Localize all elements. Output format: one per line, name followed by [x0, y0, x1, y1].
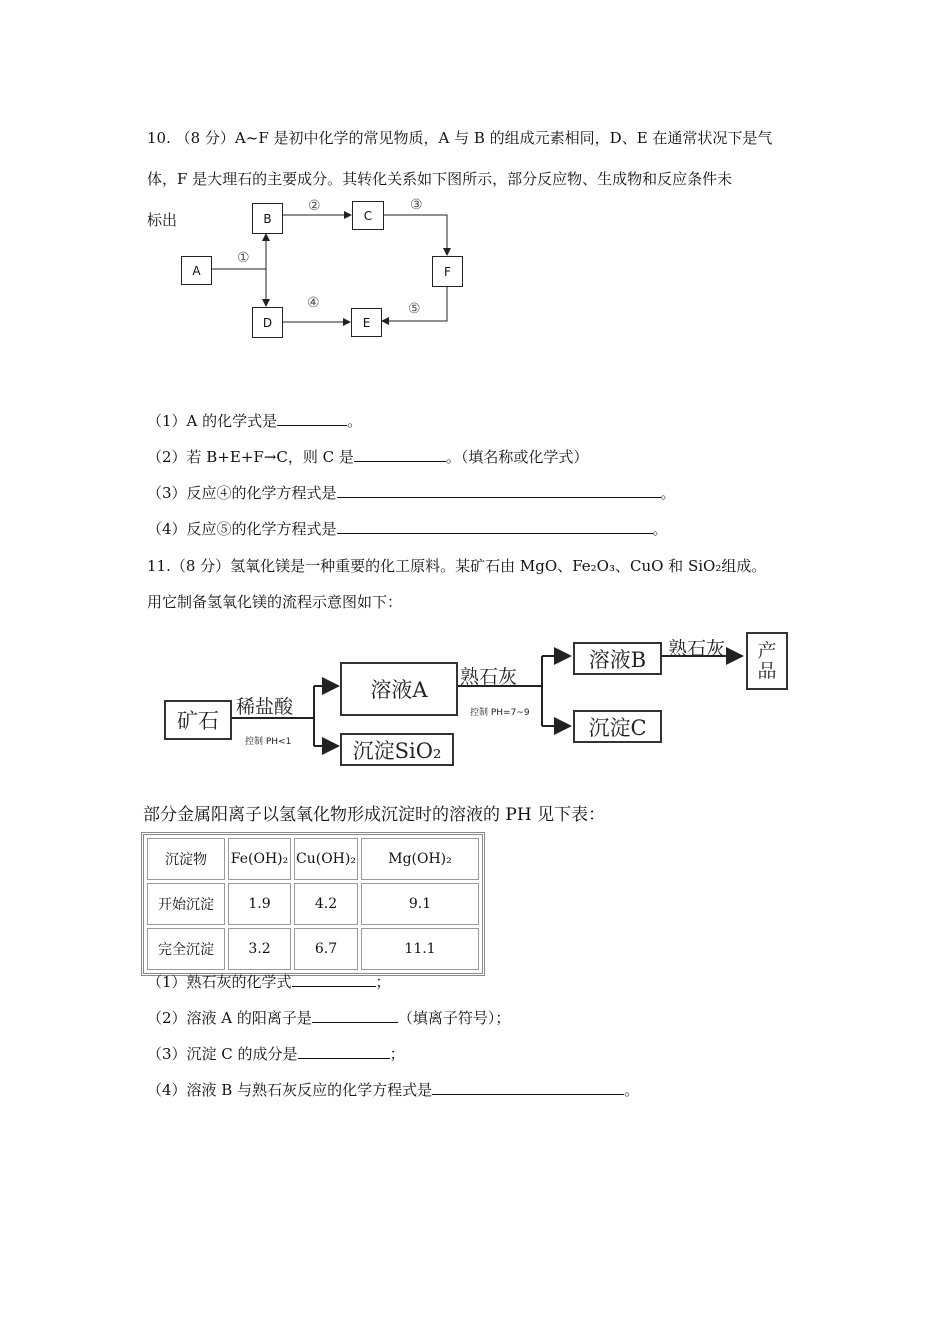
- reaction-4-label: ④: [307, 295, 320, 311]
- table-row: [147, 928, 479, 970]
- flow-ctrl2-label: 控制 PH=7~9: [470, 708, 530, 718]
- node-c: C: [352, 201, 384, 230]
- q11-line1: 11.（8 分）氢氧化镁是一种重要的化工原料。某矿石由 MgO、Fe₂O₃、CuO 和 SiO₂组成。: [147, 557, 767, 575]
- q11-sub2: （2）溶液 A 的阳离子是 （填离子符号）；: [147, 1009, 511, 1027]
- table-row: [147, 883, 479, 925]
- table-cell: 4.2: [294, 883, 358, 925]
- ph-table: [141, 832, 485, 976]
- answer-blank[interactable]: [432, 1080, 624, 1095]
- reaction-1-label: ①: [237, 250, 250, 266]
- table-header-row: [147, 838, 479, 880]
- q10-sub2: （2）若 B+E+F→C，则 C 是 。（填名称或化学式）: [147, 448, 589, 466]
- flow-product-box: 产品: [746, 632, 788, 690]
- node-b: B: [252, 203, 283, 234]
- answer-blank[interactable]: [337, 519, 653, 534]
- table-cell: 3.2: [228, 928, 291, 970]
- table-header-cell: Fe(OH)₂: [228, 838, 291, 880]
- answer-blank[interactable]: [298, 1044, 390, 1059]
- answer-blank[interactable]: [292, 972, 376, 987]
- table-cell: 1.9: [228, 883, 291, 925]
- reaction-2-label: ②: [308, 198, 321, 214]
- table-cell: 9.1: [361, 883, 479, 925]
- answer-blank[interactable]: [354, 447, 446, 462]
- q10-line2: 体，F 是大理石的主要成分。其转化关系如下图所示，部分反应物、生成物和反应条件未: [147, 170, 733, 188]
- node-d: D: [252, 307, 283, 338]
- q11-sub3: （3）沉淀 C 的成分是 ；: [147, 1045, 405, 1063]
- node-e: E: [351, 308, 382, 337]
- table-header-cell: Cu(OH)₂: [294, 838, 358, 880]
- flow-solution-b-box: 溶液B: [573, 642, 662, 675]
- q10-sub3: （3）反应④的化学方程式是 。: [147, 484, 676, 502]
- answer-blank[interactable]: [337, 483, 661, 498]
- q10-sub4: （4）反应⑤的化学方程式是 。: [147, 520, 668, 538]
- q11-sub4: （4）溶液 B 与熟石灰反应的化学方程式是 。: [147, 1081, 640, 1099]
- flow-lime1-label: 熟石灰: [460, 666, 518, 688]
- node-f: F: [432, 256, 463, 287]
- q11-table-intro: 部分金属阳离子以氢氧化物形成沉淀时的溶液的 PH 见下表：: [143, 805, 606, 825]
- q11-sub1: （1）熟石灰的化学式 ；: [147, 973, 391, 991]
- answer-blank[interactable]: [277, 411, 347, 426]
- reaction-3-label: ③: [410, 197, 423, 213]
- table-cell: 开始沉淀: [147, 883, 225, 925]
- q11-line2: 用它制备氢氧化镁的流程示意图如下：: [147, 593, 403, 611]
- table-header-cell: Mg(OH)₂: [361, 838, 479, 880]
- flow-acid-label: 稀盐酸: [236, 696, 294, 718]
- flow-ctrl1-label: 控制 PH<1: [245, 737, 292, 747]
- table-cell: 11.1: [361, 928, 479, 970]
- flow-ore-box: 矿石: [164, 700, 232, 740]
- q10-diagram-lines: [0, 0, 950, 400]
- answer-blank[interactable]: [312, 1008, 398, 1023]
- reaction-5-label: ⑤: [408, 301, 421, 317]
- q10-line1: 10. （8 分）A~F 是初中化学的常见物质，A 与 B 的组成元素相同，D、E 在通常状况下是气: [147, 129, 773, 147]
- table-cell: 完全沉淀: [147, 928, 225, 970]
- q11-flow-lines: [0, 600, 950, 780]
- flow-sio2-box: 沉淀SiO₂: [340, 733, 454, 766]
- table-header-cell: 沉淀物: [147, 838, 225, 880]
- flow-lime2-label: 熟石灰: [668, 638, 726, 660]
- flow-precipitate-c-box: 沉淀C: [573, 710, 662, 743]
- table-cell: 6.7: [294, 928, 358, 970]
- q10-sub1: （1）A 的化学式是 。: [147, 412, 363, 430]
- node-a: A: [181, 256, 212, 285]
- q10-line3: 标出: [147, 211, 178, 229]
- flow-solution-a-box: 溶液A: [340, 662, 458, 716]
